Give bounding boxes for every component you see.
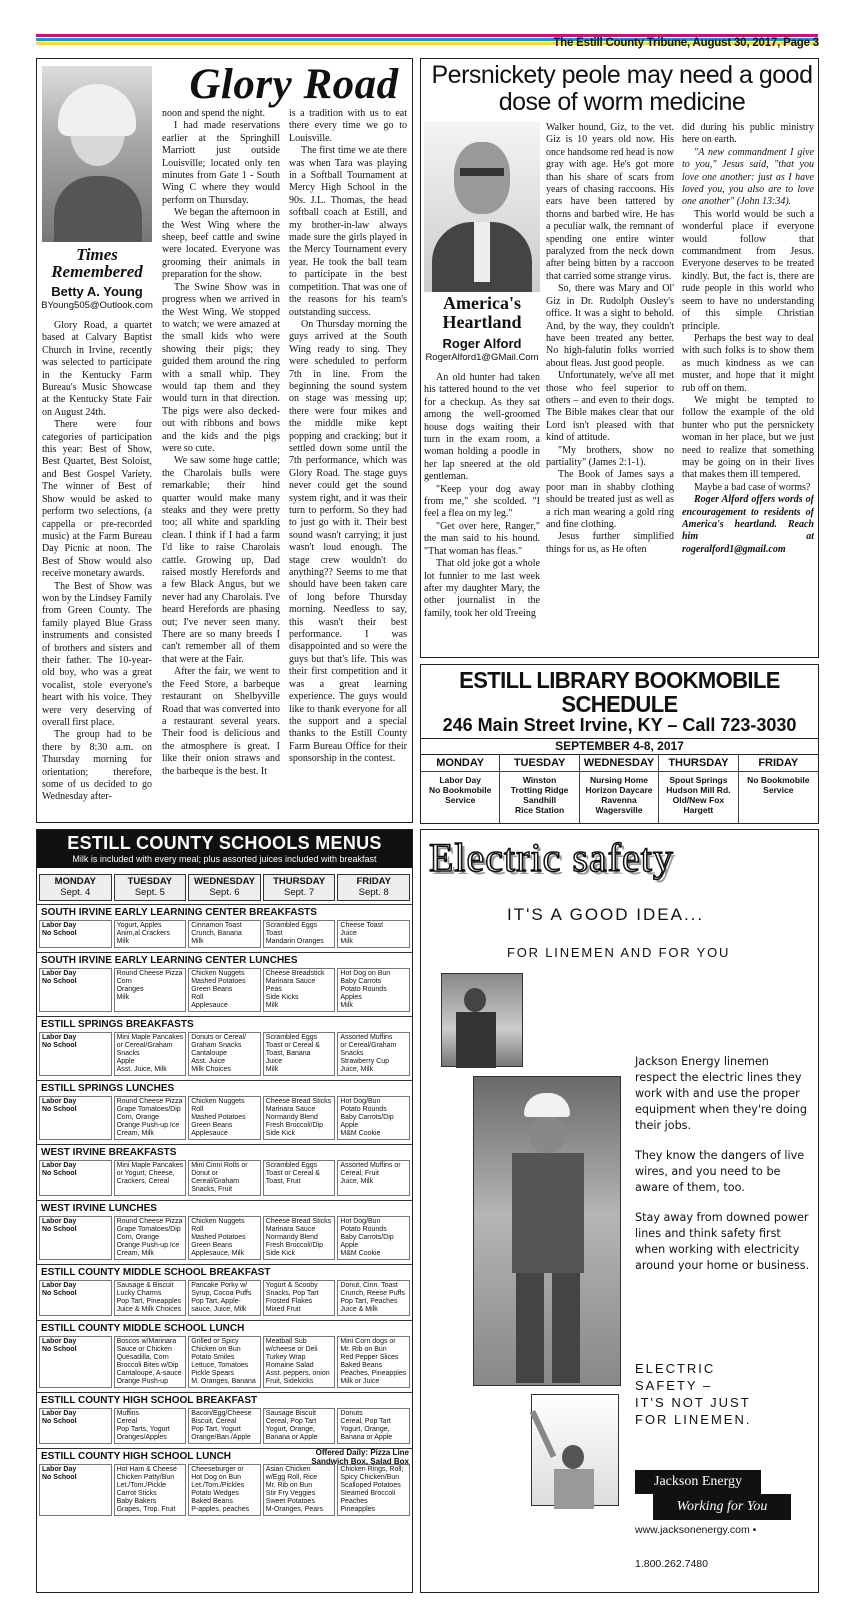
menu-cell: Chicken Nuggets Roll Mashed Potatoes Green Beans Applesauce <box>188 1096 261 1140</box>
bookmobile-grid <box>421 755 818 824</box>
bookmobile-day-label: WEDNESDAY <box>580 755 658 772</box>
paragraph: Roger Alford offers words of encouragement to residents of America's heartland. Reach him at rogeralford1@gmail.com <box>682 494 814 555</box>
worm-col-1 <box>424 372 540 652</box>
menu-section-title: WEST IRVINE BREAKFASTS <box>37 1145 412 1160</box>
menu-day-header: MONDAY Sept. 4 <box>39 874 112 901</box>
menu-day-headers <box>39 874 410 901</box>
menu-cell: Donuts or Cereal/ Graham Snacks Cantaloupe Asst. Juice Milk Choices <box>188 1032 261 1076</box>
bookmobile-day-label: MONDAY <box>421 755 499 772</box>
menu-row <box>37 920 412 950</box>
menu-cell: Asian Chicken w/Egg Roll, Rice Mr. Rib on Bun Stir Fry Veggies Sweet Potatoes M-Oranges, Pears <box>263 1464 336 1516</box>
menu-cell: Muffins Cereal Pop Tarts, Yogurt Oranges/Apples <box>114 1408 187 1444</box>
worm-title: Persnickety peole may need a good dose of worm medicine <box>431 61 813 116</box>
menu-section <box>37 1448 412 1518</box>
menu-cell: Cheeseburger or Hot Dog on Bun Let./Tom./Pickles Potato Wedges Baked Beans P-apples, peaches <box>188 1464 261 1516</box>
menu-section-title: SOUTH IRVINE EARLY LEARNING CENTER BREAKFASTS <box>37 905 412 920</box>
menu-section-title: ESTILL COUNTY MIDDLE SCHOOL BREAKFAST <box>37 1265 412 1280</box>
menu-cell: Mini Maple Pancakes or Yogurt, Cheese, Crackers, Cereal <box>114 1160 187 1196</box>
menu-row <box>37 1336 412 1390</box>
menu-row <box>37 1160 412 1198</box>
menu-cell: Sausage & Biscuit Lucky Charms Pop Tart, Pineapples Juice & Milk Choices <box>114 1280 187 1316</box>
menu-day-header: TUESDAY Sept. 5 <box>114 874 187 901</box>
working-for-you-logo: Working for You <box>653 1494 791 1520</box>
menus-title: ESTILL COUNTY SCHOOLS MENUS <box>67 833 382 853</box>
bookmobile-stops: Nursing Home Horizon Daycare Ravenna Wagersville <box>585 775 653 815</box>
menu-section-title: ESTILL COUNTY HIGH SCHOOL LUNCH Offered Daily: Pizza Line Sandwich Box, Salad Box <box>37 1449 412 1464</box>
menu-cell: Labor Day No School <box>39 1336 112 1388</box>
menu-row <box>37 1408 412 1446</box>
glory-col-1 <box>42 320 152 820</box>
menu-section <box>37 1144 412 1198</box>
menu-cell: Cheese Breadstick Marinara Sauce Peas Side Kicks Milk <box>263 968 336 1012</box>
menu-cell: Chicken Rings, Roll; Spicy Chicken/Bun Scalloped Potatoes Steamed Broccoli Peaches Pineapples <box>337 1464 410 1516</box>
paragraph: The Book of James says a poor man in shabby clothing should be treated just as well as a rich man wearing a gold ring and fine clothing. <box>546 469 674 530</box>
paragraph: Unfortunately, we've all met those who feel superior to others – and even to their dogs. The Bible makes clear that our Lord isn't pleased with that kind of attitude. <box>546 370 674 444</box>
glory-col-2 <box>162 108 280 820</box>
glory-road-title: Glory Road <box>189 61 399 108</box>
paragraph: "Keep your dog away from me," she scolded. "I feel a flea on my leg." <box>424 483 540 520</box>
menu-cell: Cheese Toast Juice Milk <box>337 920 410 948</box>
paragraph: I had made reservations earlier at the Springhill Marriott just outside Louisville; located only ten minutes from Gate 1 - South Wing C where they would perform on Thursday. <box>162 120 280 206</box>
author-name-roger: Roger Alford <box>442 336 522 351</box>
menu-section-title: ESTILL SPRINGS BREAKFASTS <box>37 1017 412 1032</box>
menu-cell: Labor Day No School <box>39 1280 112 1316</box>
menu-cell: Yogurt, Apples Anim,al Crackers Milk <box>114 920 187 948</box>
author-photo-roger <box>424 122 540 292</box>
paragraph: An old hunter had taken his tattered hound to the vet for a checkup. As they sat among the well-groomed house dogs waiting their turn in the exam room, a woman holding a poodle in her lap sneered at the old gentleman. <box>424 372 540 483</box>
menu-cell: Donuts Cereal, Pop Tart Yogurt, Orange, Banana or Apple <box>337 1408 410 1444</box>
menu-cell: Mini Corn dogs or Mr. Rib on Bun Red Pepper Slices Baked Beans Peaches, Pineapples Milk or Juice <box>337 1336 410 1388</box>
school-menus <box>36 829 413 1593</box>
menu-cell: Scrambled Eggs Toast or Cereal & Toast, Banana Juice Milk <box>263 1032 336 1076</box>
photo-lineman-main <box>473 1076 621 1386</box>
slogan-line-3: IT'S NOT JUST <box>635 1395 751 1410</box>
menu-cell: Labor Day No School <box>39 1408 112 1444</box>
menu-cell: Mini Cinni Rolls or Donut or Cereal/Graham Snacks, Fruit <box>188 1160 261 1196</box>
paragraph: "My brothers, show no partiality" (James 2:1-1). <box>546 444 674 468</box>
paragraph: is a tradition with us to eat there every time we go to Louisville. <box>289 108 407 144</box>
menu-cell: Assorted Muffins or Cereal, Fruit Juice, Milk <box>337 1160 410 1196</box>
menu-cell: Meatball Sub w/cheese or Deli Turkey Wrap Romaine Salad Asst. peppers, onion Fruit, Sidekicks <box>263 1336 336 1388</box>
paragraph: After the fair, we went to the Feed Store, a barbeque restaurant on Shelbyville Road that was converted into a restaurant several years. Their food is delicious and the atmosphere is great. I like their onion straws and the barbeque is the best. It <box>162 666 280 777</box>
worm-col-3 <box>682 122 814 652</box>
jackson-energy-logo: Jackson Energy <box>635 1470 761 1494</box>
menu-day-header: WEDNESDAY Sept. 6 <box>188 874 261 901</box>
menu-cell: Hot Dog on Bun Baby Carrots Potato Rounds Apples Milk <box>337 968 410 1012</box>
bookmobile-day-monday <box>421 755 500 824</box>
menu-row <box>37 1464 412 1518</box>
bookmobile-day-friday <box>739 755 818 824</box>
paragraph: The group had to be there by 8:30 a.m. on Thursday morning for orientation; therefore, some of us decided to go Wednesday after- <box>42 729 152 803</box>
ad-body <box>635 1054 813 1288</box>
paragraph: We might be tempted to follow the example of the old hunter who put the persnickety woman in her place, but we just need to realize that something may be going on in their lives that makes them ill tempered. <box>682 394 814 481</box>
paragraph: There were four categories of participation this year: Best of Show, Best Quartet, Best Soloist, and Best Gospel Variety. The winner of Best of Show would be asked to perform two selections, (a cappella or pre-recorded music) at the Farm Bureau Day Picnic at noon. The Best of Show would also receive monetary awards. <box>42 419 152 580</box>
column-name-americas-heartland: America's Heartland <box>442 293 522 332</box>
menu-row <box>37 1280 412 1318</box>
paragraph: So, there was Mary and Ol' Giz in Dr. Rudolph Ousley's office. It was a sight to behold. And, by the way, they couldn't have been treated any better. No high-falutin folks worried about fleas. Just good people. <box>546 283 674 369</box>
bookmobile-stops: Labor Day No Bookmobile Service <box>429 775 492 805</box>
menu-row <box>37 1096 412 1142</box>
menu-section-title: SOUTH IRVINE EARLY LEARNING CENTER LUNCHES <box>37 953 412 968</box>
electric-safety-title: Electric safety <box>429 835 674 880</box>
author-photo-betty <box>42 66 152 242</box>
photo-lineman-truck <box>441 973 523 1067</box>
menu-section <box>37 1392 412 1446</box>
bookmobile-day-label: TUESDAY <box>500 755 578 772</box>
menu-cell: Cinnamon Toast Crunch, Banana Milk <box>188 920 261 948</box>
author-email-betty: BYoung505@Outlook.com <box>41 300 153 311</box>
phone-number: 1.800.262.7480 <box>635 1558 708 1570</box>
menu-section-title: ESTILL COUNTY HIGH SCHOOL BREAKFAST <box>37 1393 412 1408</box>
bookmobile-address: 246 Main Street Irvine, KY – Call 723-3030 <box>442 715 797 735</box>
menu-cell: Cheese Bread Sticks Marinara Sauce Normandy Blend Fresh Broccoli/Dip Side Kick <box>263 1216 336 1260</box>
menu-section <box>37 1080 412 1142</box>
menu-cell: Chicken Nuggets Mashed Potatoes Green Beans Roll Applesauce <box>188 968 261 1012</box>
ad-paragraph-2: They know the dangers of live wires, and you need to be aware of them, too. <box>635 1149 805 1194</box>
paragraph: This world would be such a wonderful place if everyone would follow that commandment from Jesus. Everyone deserves to be treated kindly. But, the fact is, there are rude people in this world who seem to have no understanding of this simple Christian principle. <box>682 208 814 332</box>
menu-row <box>37 968 412 1014</box>
bookmobile-day-tuesday <box>500 755 579 824</box>
paragraph: On Thursday morning the guys arrived at the South Wing ready to sing. They were scheduled to perform 7th in line. From the beginning the sound system on stage was messing up; there were four mikes and the middle mike kept popping and cracking; but it settled down some until the 7th performance, which was Glory Road. The stage guys never could get the sound system right, and it was their turn to perform. So they had to just go with it. Their best sound wasn't carrying; it just wasn't loud enough. The stage crew wouldn't do anything?? Seems to me that should have been taken care of long before Thursday morning. Needless to say, this wasn't their best performance. I was disappointed and so were the guys but that's life. This was their first competition and it was a great learning experience. The guys would like to thank everyone for all the support and a special thanks to the Estill County Farm Bureau Office for their sponsorship in the contest. <box>289 318 407 765</box>
menu-cell: Chicken Nuggets Roll Mashed Potatoes Green Beans Applesauce, Milk <box>188 1216 261 1260</box>
paragraph: Jesus further simplified things for us, as He often <box>546 531 674 555</box>
menu-cell: Labor Day No School <box>39 968 112 1012</box>
menu-cell: Bacon/Egg/Cheese Biscuit, Cereal Pop Tart, Yogurt Orange/Ban./Apple <box>188 1408 261 1444</box>
paragraph: Maybe a bad case of worms? <box>694 481 811 493</box>
menu-section <box>37 904 412 950</box>
menu-cell: Labor Day No School <box>39 1160 112 1196</box>
menu-section-note: Offered Daily: Pizza Line Sandwich Box, Salad Box <box>311 1448 409 1466</box>
running-head: The Estill County Tribune, August 30, 2017, Page 3 <box>553 37 819 49</box>
menu-cell: Pancake Porky w/ Syrup, Cocoa Puffs Pop Tart, Apple- sauce, Juice, Milk <box>188 1280 261 1316</box>
paragraph: The Swine Show was in progress when we arrived in the West Wing. We stopped to watch; we were amazed at the small kids who were showing their pigs; they guided them around the ring with a small whip. They would tap them and they would turn in that direction. The pigs were also decked-out with ribbons and bows and the kids and the pigs were so cute. <box>162 281 280 454</box>
paragraph: Walker hound, Giz, to the vet. Giz is 10 years old now. His once handsome red head is now gray with age. He's got more than his share of scars from years of chasing raccoons. His ears have been tattered by thorns and barbed wire. He has a peculiar walk, the remnant of spending one entire winter paralyzed from the neck down after being bitten by a raccoon that carried some strange virus. <box>546 122 674 282</box>
paragraph: "Get over here, Ranger," the man said to his hound. "That woman has fleas." <box>424 520 540 557</box>
paragraph: The Best of Show was won by the Lindsey Family from Green County. The family played Blue Grass instruments and consisted of brothers and sisters and their father. The 10-year-old boy, who was a great vocalist, stole everyone's heart with his voice. They were very deserving of overall first place. <box>42 580 152 728</box>
bookmobile-title: ESTILL LIBRARY BOOKMOBILE SCHEDULE <box>459 666 780 718</box>
menu-section-title: WEST IRVINE LUNCHES <box>37 1201 412 1216</box>
menu-cell: Round Cheese Pizza Corn Oranges Milk <box>114 968 187 1012</box>
menu-cell: Hot Dog/Bun Potato Rounds Baby Carrots/Dip Apple M&M Cookie <box>337 1216 410 1260</box>
menu-section-title: ESTILL COUNTY MIDDLE SCHOOL LUNCH <box>37 1321 412 1336</box>
bookmobile-stops: Spout Springs Hudson Mill Rd. Old/New Fox Hargett <box>666 775 731 815</box>
menu-cell: Scrambled Eggs Toast Mandarin Oranges <box>263 920 336 948</box>
author-email-roger: RogerAlford1@GMail.Com <box>425 352 539 363</box>
menu-row <box>37 1216 412 1262</box>
menus-header <box>37 830 412 868</box>
photo-woman-pointing <box>531 1394 619 1506</box>
paragraph: "A new commandment I give to you," Jesus said, "that you love one another: just as I have loved you, you also are to love one another" (John 13:34). <box>682 146 814 208</box>
menu-cell: Hot Ham & Cheese Chicken Patty/Bun Let./Tom./Pickle Carrot Sticks Baby Bakers Grapes, Trop. Fruit <box>114 1464 187 1516</box>
bookmobile-day-label: THURSDAY <box>659 755 737 772</box>
menu-cell: Sausage Biscuit Cereal, Pop Tart Yogurt, Orange, Banana or Apple <box>263 1408 336 1444</box>
paragraph: Glory Road, a quartet based at Calvary Baptist Church in Irvine, recently was selected to participate in the Kentucky Farm Bureau's Music Showcase at the Kentucky State Fair on August 24th. <box>42 320 152 418</box>
menu-row <box>37 1032 412 1078</box>
menu-section <box>37 1200 412 1262</box>
author-name-betty: Betty A. Young <box>51 284 143 299</box>
menu-section <box>37 1264 412 1318</box>
menu-cell: Labor Day No School <box>39 920 112 948</box>
bookmobile-day-label: FRIDAY <box>739 755 818 772</box>
paragraph: Perhaps the best way to deal with such folks is to show them as much kindness as we can muster, and hope that it might rub off on them. <box>682 332 814 394</box>
ad-paragraph-3: Stay away from downed power lines and think safety first when working with electricity around your home or business. <box>635 1211 810 1272</box>
menu-day-header: FRIDAY Sept. 8 <box>337 874 410 901</box>
slogan-line-2: SAFETY – <box>635 1378 713 1393</box>
menus-subtitle: Milk is included with every meal; plus assorted juices included with breakfast <box>72 854 377 864</box>
bookmobile-dates: SEPTEMBER 4-8, 2017 <box>421 738 818 755</box>
menu-cell: Round Cheese Pizza Grape Tomatoes/Dip Corn, Orange Orange Push-up Ice Cream, Milk <box>114 1096 187 1140</box>
menu-section <box>37 1320 412 1390</box>
paragraph: The first time we ate there was when Tara was playing in a Softball Tournament at Mercy High School in the 90s. J.L. Thomas, the head softball coach at Estill, and my brother-in-law always made sure the girls played in the Mercy Tournament every year. He took the ball team to participate in the best competition. That was one of the reasons for his team's outstanding success. <box>289 145 407 318</box>
glory-col-3 <box>289 108 407 820</box>
tagline: IT'S A GOOD IDEA... <box>507 905 705 924</box>
menu-section <box>37 1016 412 1078</box>
slogan-line-4: FOR LINEMEN. <box>635 1412 752 1427</box>
electric-safety-ad <box>420 829 819 1593</box>
menu-sections <box>37 904 412 1518</box>
menu-cell: Round Cheese Pizza Grape Tomatoes/Dip Corn, Orange Orange Push-up Ice Cream, Milk <box>114 1216 187 1260</box>
paragraph: We began the afternoon in the West Wing where the sheep, beef cattle and swine were located. Everyone was grooming their animals in preparation for the show. <box>162 207 280 281</box>
slogan-line-1: ELECTRIC <box>635 1361 716 1376</box>
menu-cell: Labor Day No School <box>39 1032 112 1076</box>
menu-cell: Hot Dog/Bun Potato Rounds Baby Carrots/Dip Apple M&M Cookie <box>337 1096 410 1140</box>
menu-cell: Labor Day No School <box>39 1216 112 1260</box>
bookmobile-stops: No Bookmobile Service <box>747 775 810 795</box>
bookmobile-stops: Winston Trotting Ridge Sandhill Rice Station <box>510 775 569 815</box>
paragraph: noon and spend the night. <box>162 108 266 119</box>
website-link[interactable]: www.jacksonenergy.com • <box>635 1524 757 1536</box>
worm-col-2 <box>546 122 674 652</box>
tagline-2: FOR LINEMEN AND FOR YOU <box>507 945 731 960</box>
bookmobile-day-thursday <box>659 755 738 824</box>
menu-cell: Boscos w/Marinara Sauce or Chicken Quesadilla, Corn Broccoli Bites w/Dip Cantaloupe, A-sauce Orange Push-up <box>114 1336 187 1388</box>
menu-cell: Labor Day No School <box>39 1096 112 1140</box>
ad-paragraph-1: Jackson Energy linemen respect the electric lines they work with and use the proper equipment when they're doing their jobs. <box>635 1055 807 1132</box>
menu-cell: Grilled or Spicy Chicken on Bun Potato Smiles Lettuce, Tomatoes Pickle Spears M. Oranges, Banana <box>188 1336 261 1388</box>
bookmobile-schedule <box>420 664 819 824</box>
menu-cell: Donut, Cinn. Toast Crunch, Reese Puffs Pop Tart, Peaches Juice & Milk <box>337 1280 410 1316</box>
menu-section <box>37 952 412 1014</box>
menu-cell: Assorted Muffins or Cereal/Graham Snacks Strawberry Cup Juice, Milk <box>337 1032 410 1076</box>
menu-day-header: THURSDAY Sept. 7 <box>263 874 336 901</box>
menu-cell: Mini Maple Pancakes or Cereal/Graham Snacks Apple Asst. Juice, Milk <box>114 1032 187 1076</box>
paragraph: We saw some huge cattle; the Charolais bulls were remarkable; their hind quarter would make many steaks and they were pretty too; all white and sparkling clean. I think if I had a farm I'd like to raise Charolais cattle. Growing up, Dad raised mostly Herefords and a few Black Angus, but we never had any Charolais. I've heard Herefords are phasing out; I've never seen many. There are so many breeds I can't remember all of them that were at the Fair. <box>162 455 280 665</box>
ad-slogan <box>635 1360 751 1428</box>
menu-cell: Labor Day No School <box>39 1464 112 1516</box>
paragraph: did during his public ministry here on earth. <box>682 122 814 146</box>
bookmobile-day-wednesday <box>580 755 659 824</box>
menu-cell: Scrambled Eggs Toast or Cereal & Toast, Fruit <box>263 1160 336 1196</box>
menu-cell: Yogurt & Scooby Snacks, Pop Tart Frosted Flakes Mixed Fruit <box>263 1280 336 1316</box>
paragraph: That old joke got a whole lot funnier to me last week after my daughter Mary, the other journalist in the family, took her old Treeing <box>424 558 540 619</box>
menu-section-title: ESTILL SPRINGS LUNCHES <box>37 1081 412 1096</box>
menu-cell: Cheese Bread Sticks Marinara Sauce Normandy Blend Fresh Broccoli/Dip Side Kick <box>263 1096 336 1140</box>
column-name-times-remembered: Times Remembered <box>51 245 143 281</box>
